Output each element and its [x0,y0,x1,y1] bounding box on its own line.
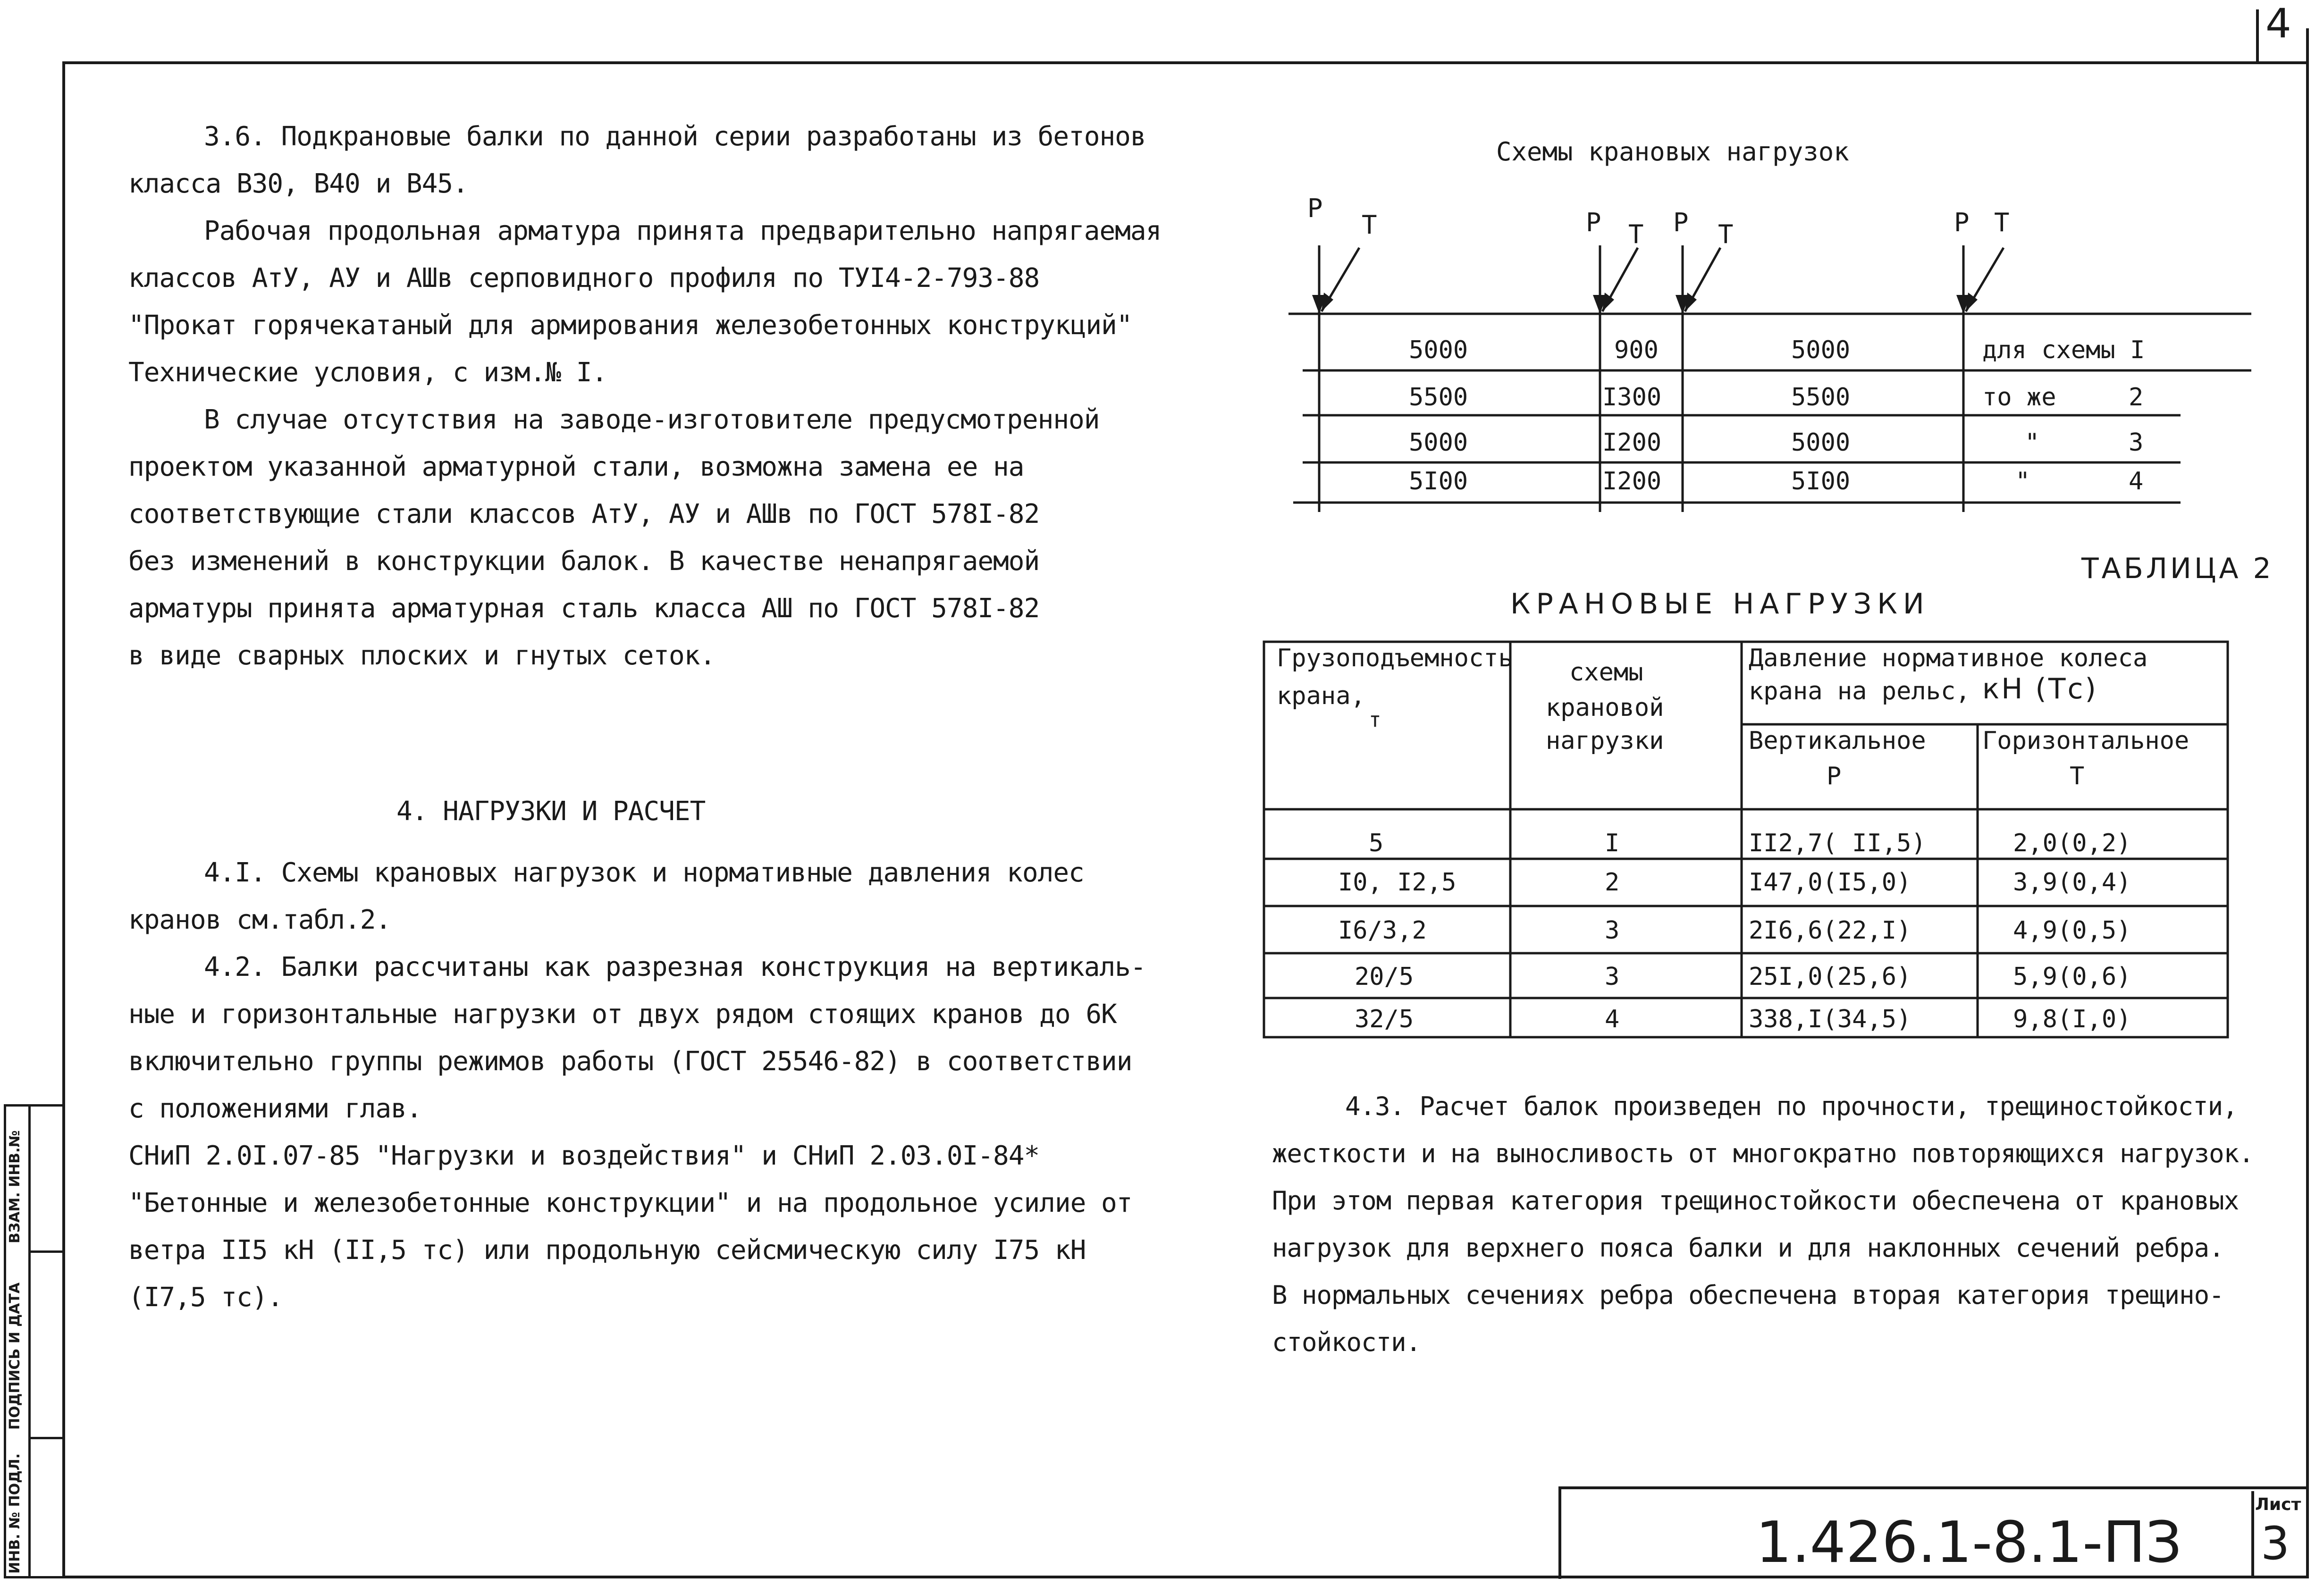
cell-horizontal: 5,9(0,6) [2013,963,2131,991]
text-line: При этом первая категория трещиностойкости обеспечена от крановых [1272,1186,2239,1216]
text-line: без изменений в конструкции балок. В качестве ненапрягаемой [128,546,1040,577]
header-horizontal-sym: T [2070,762,2085,790]
cell-capacity: 20/5 [1355,963,1414,991]
document-code: 1.426.1-8.1-ПЗ [1756,1510,2182,1576]
cell-horizontal: 4,9(0,5) [2013,916,2131,945]
text-line: кранов см.табл.2. [128,905,391,935]
header-scheme-2: крановой [1546,694,1664,722]
cell-capacity: I6/3,2 [1338,916,1427,945]
cell-horizontal: 3,9(0,4) [2013,868,2131,897]
text-line: Технические условия, с изм.№ I. [128,357,607,388]
cell-vertical: 338,I(34,5) [1749,1005,1911,1033]
header-horizontal: Горизонтальное [1982,727,2189,755]
text-line: включительно группы режимов работы (ГОСТ 25546-82) в соответствии [128,1046,1132,1077]
cell-scheme: 4 [1605,1005,1620,1033]
text-line: 4.3. Расчет балок произведен по прочности, трещиностойкости, [1345,1091,2238,1121]
cell-scheme: 3 [1605,916,1620,945]
header-scheme: схемы [1569,658,1643,687]
force-label-p: P [1307,193,1323,223]
header-pressure-2: крана на рельс, [1749,677,1970,705]
force-label-p: P [1673,208,1689,237]
dim-c: 5000 [1791,428,1851,457]
strip-replace: ВЗАМ. ИНВ.№ [7,1130,23,1243]
cell-capacity: 5 [1369,829,1384,857]
force-label-t: T [1362,210,1377,240]
text-line: ветра II5 кН (II,5 тс) или продольную сейсмическую силу I75 кН [128,1235,1086,1266]
dim-a: 5500 [1409,383,1468,411]
header-capacity-2: крана, [1277,682,1365,710]
text-line: арматуры принята арматурная сталь класса АШ по ГОСТ 578I-82 [128,593,1040,624]
dim-b: I200 [1602,428,1662,457]
dim-num: 2 [2129,383,2144,411]
text-line: СНиП 2.0I.07-85 "Нагрузки и воздействия" и СНиП 2.03.0I-84* [128,1141,1040,1171]
text-line: "Бетонные и железобетонные конструкции" и на продольное усилие от [128,1188,1132,1218]
text-line: "Прокат горячекатаный для армирования железобетонных конструкций" [128,310,1132,341]
header-capacity-unit: т [1369,708,1381,732]
cell-scheme: I [1605,829,1620,857]
table-title: КРАНОВЫЕ НАГРУЗКИ [1510,587,1930,621]
force-label-t: T [1718,219,1734,249]
strip-inv-orig: ИНВ. № ПОДЛ. [7,1453,23,1574]
dim-scheme: " [2015,467,2030,495]
sheet-label: Лист [2255,1495,2301,1514]
cell-vertical: I47,0(I5,0) [1749,868,1911,897]
text-line: ные и горизонтальные нагрузки от двух рядом стоящих кранов до 6К [128,999,1117,1030]
cell-vertical: II2,7( II,5) [1749,829,1926,857]
text-line: (I7,5 тс). [128,1282,283,1313]
dim-c: 5000 [1791,336,1851,364]
diagram-title: Схемы крановых нагрузок [1496,137,1849,167]
force-label-p: P [1954,208,1970,237]
force-label-t: T [1628,219,1644,249]
text-line: В нормальных сечениях ребра обеспечена вторая категория трещино- [1272,1280,2224,1310]
dim-a: 5000 [1409,336,1468,364]
header-pressure-unit: кН (Тс) [1982,672,2098,705]
cell-horizontal: 2,0(0,2) [2013,829,2131,857]
cell-capacity: 32/5 [1355,1005,1414,1033]
table-label: ТАБЛИЦА 2 [2081,552,2274,585]
dim-c: 5500 [1791,383,1851,411]
cell-horizontal: 9,8(I,0) [2013,1005,2131,1033]
cell-scheme: 3 [1605,963,1620,991]
cell-capacity: I0, I2,5 [1338,868,1457,897]
text-line: классов АтУ, АУ и АШв серповидного профиля по ТУI4-2-793-88 [128,263,1040,294]
header-pressure: Давление нормативное колеса [1749,644,2148,672]
dim-a: 5I00 [1409,467,1468,495]
dim-scheme: для схемы I [1982,336,2145,364]
dim-scheme: " [2025,428,2040,457]
strip-signature: ПОДПИСЬ И ДАТА [7,1282,23,1430]
text-line: с положениями глав. [128,1093,422,1124]
text-line: 3.6. Подкрановые балки по данной серии разработаны из бетонов [204,121,1146,152]
text-line: жесткости и на выносливость от многократно повторяющихся нагрузок. [1272,1139,2254,1168]
section-heading: 4. НАГРУЗКИ И РАСЧЕТ [396,796,706,827]
text-line: соответствующие стали классов АтУ, АУ и АШв по ГОСТ 578I-82 [128,499,1040,529]
dim-b: I300 [1602,383,1662,411]
sheet-number: 3 [2261,1517,2290,1570]
dim-a: 5000 [1409,428,1468,457]
text-line: В случае отсутствия на заводе-изготовителе предусмотренной [204,404,1100,435]
header-scheme-3: нагрузки [1546,727,1664,755]
header-capacity: Грузоподъемность [1277,644,1513,672]
text-line: 4.I. Схемы крановых нагрузок и нормативные давления колес [204,857,1084,888]
dim-scheme: то же [1982,383,2056,411]
cell-vertical: 2I6,6(22,I) [1749,916,1911,945]
text-line: стойкости. [1272,1327,1421,1357]
text-line: 4.2. Балки рассчитаны как разрезная конструкция на вертикаль- [204,952,1146,982]
cell-vertical: 25I,0(25,6) [1749,963,1911,991]
dim-b: 900 [1614,336,1659,364]
dim-num: 4 [2129,467,2144,495]
text-line: проектом указанной арматурной стали, возможна замена ее на [128,452,1024,482]
header-vertical: Вертикальное [1749,727,1926,755]
force-label-t: T [1994,208,2010,237]
text-line: в виде сварных плоских и гнутых сеток. [128,640,716,671]
text-line: Рабочая продольная арматура принята предварительно напрягаемая [204,216,1162,246]
text-line: нагрузок для верхнего пояса балки и для наклонных сечений ребра. [1272,1233,2224,1263]
corner-number: 4 [2265,0,2291,47]
text-line: класса В30, В40 и В45. [128,168,468,199]
dim-c: 5I00 [1791,467,1851,495]
force-label-p: P [1586,208,1601,237]
cell-scheme: 2 [1605,868,1620,897]
header-vertical-sym: P [1827,762,1842,790]
dim-b: I200 [1602,467,1662,495]
dim-num: 3 [2129,428,2144,457]
